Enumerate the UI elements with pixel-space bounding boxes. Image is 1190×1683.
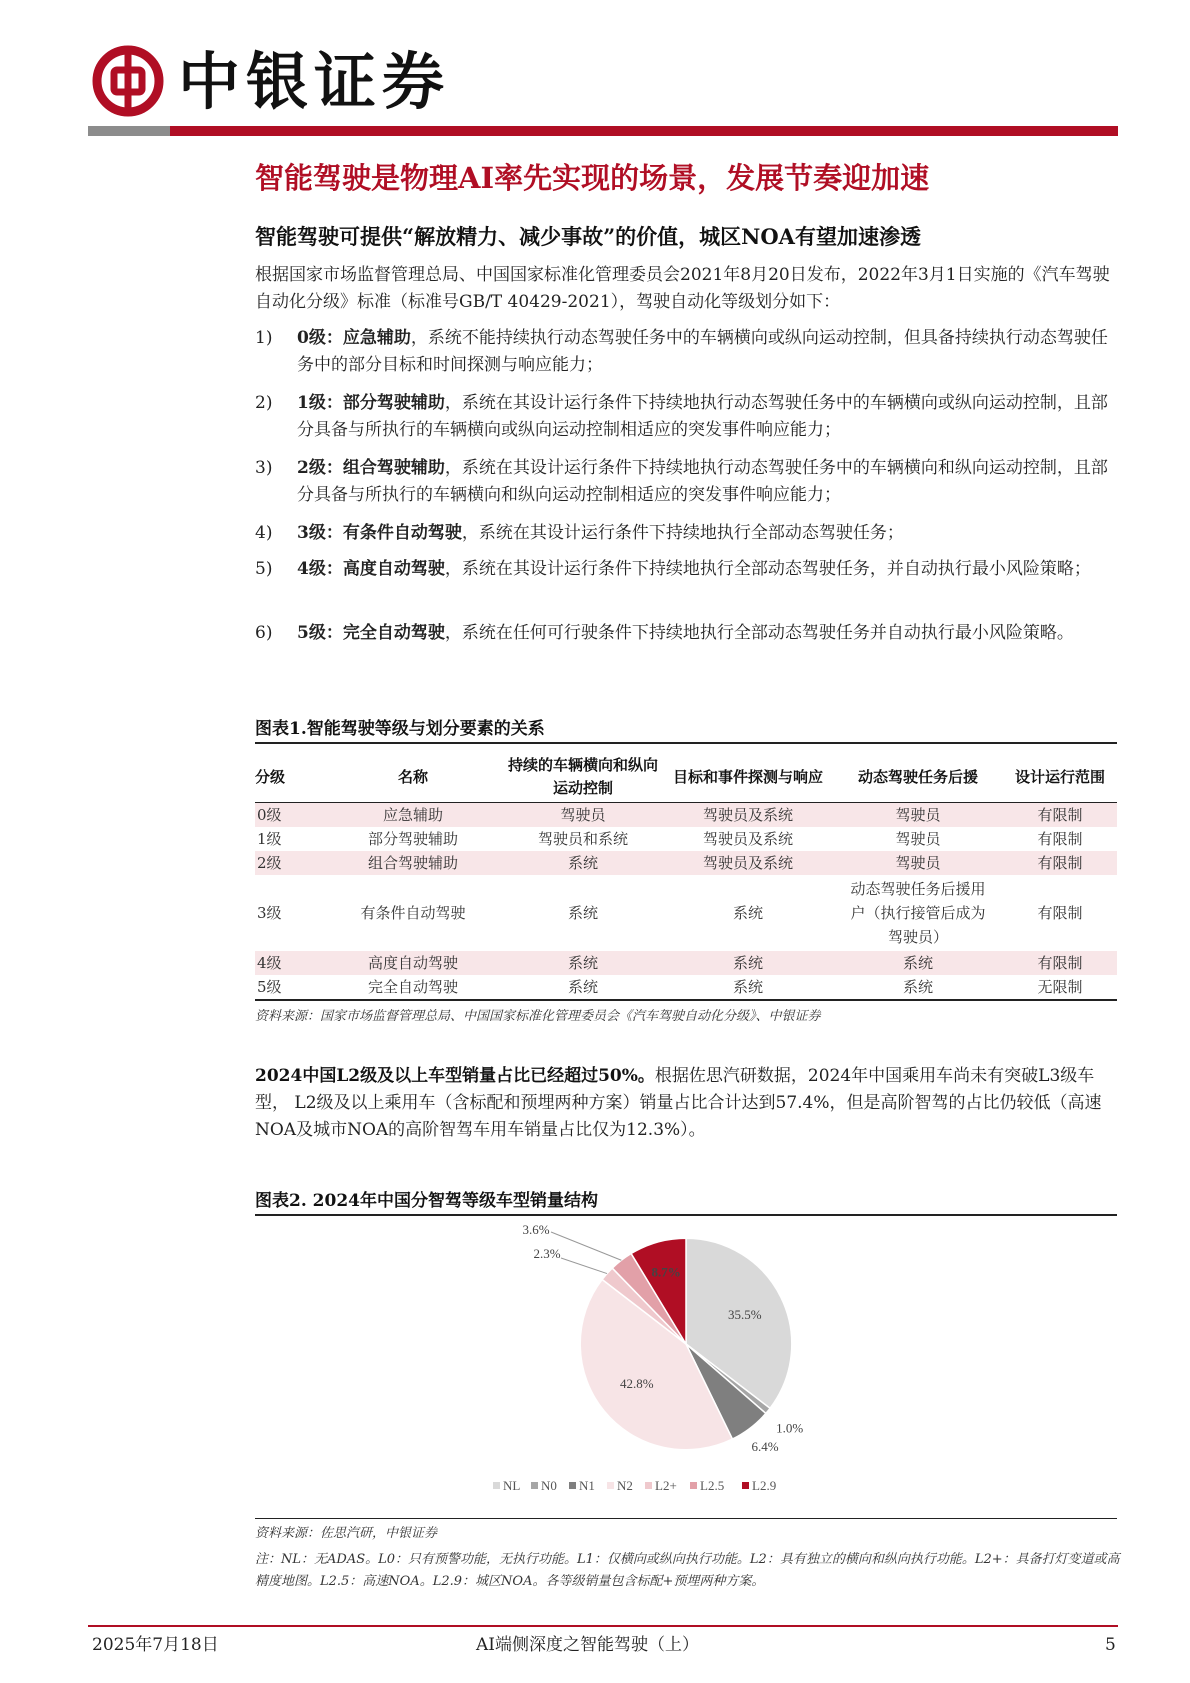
figure2-title: 图表2. 2024年中国分智驾等级车型销量结构: [255, 1191, 598, 1211]
table-cell: 有限制: [1003, 803, 1117, 828]
table-row: [255, 951, 1117, 975]
list-number: 6): [255, 623, 273, 643]
col-header: 分级: [255, 767, 286, 786]
level-title: 3级：有条件自动驾驶: [297, 523, 462, 543]
level-title: 0级：应急辅助: [297, 328, 411, 348]
table-cell: 5级: [257, 978, 282, 996]
pie-data-label: 6.4%: [751, 1438, 779, 1454]
legend-label: NL: [503, 1478, 521, 1493]
level-text: ，系统在其设计运行条件下持续地执行动态驾驶任务中的车辆横向和纵向运动控制，且部分具备与所执行的车辆横向和纵向运动控制相适应的突发事件响应能力；: [297, 458, 1108, 505]
table-row: [255, 875, 1117, 951]
header-red-bar: [170, 126, 1118, 136]
pie-chart: [255, 1218, 1117, 1508]
legend-item: [531, 1478, 557, 1493]
legend-swatch: [531, 1482, 538, 1489]
legend-swatch: [607, 1482, 614, 1489]
pie-data-label: 8.7%: [651, 1264, 681, 1280]
page-number: 5: [1105, 1635, 1116, 1655]
list-number: 1): [255, 328, 273, 348]
legend-item: [493, 1478, 520, 1493]
table-header-row: [255, 752, 1117, 803]
table-cell: 驾驶员和系统: [537, 830, 628, 848]
table-cell: 4级: [255, 951, 323, 975]
figure-top-rule: [255, 1214, 1117, 1216]
col-header: 名称: [397, 767, 428, 786]
level-table: [255, 752, 1117, 1001]
figure1-title: 图表1.智能驾驶等级与划分要素的关系: [255, 719, 545, 739]
table-cell: 驾驶员: [895, 830, 941, 848]
sales-text: 根据佐思汽研数据，2024年中国乘用车尚未有突破L3级车型， L2级及以上乘用车（含标配和预埋两种方案）销量占比合计达到57.4%，但是高阶智驾的占比仍较低（高速NOA及城市NOA的高阶智驾车用车销量占比仅为12.3%）。: [255, 1066, 1102, 1140]
legend-label: L2+: [655, 1478, 677, 1493]
legend-item: [742, 1478, 776, 1493]
pie-data-label: 3.6%: [522, 1222, 550, 1237]
footer-doc-title: AI端侧深度之智能驾驶（上）: [476, 1635, 699, 1655]
table-cell: 2级: [255, 851, 323, 875]
table-cell: 系统: [503, 851, 663, 875]
table-row: [255, 827, 1117, 851]
list-item: [255, 520, 1117, 547]
leader-line: [551, 1232, 621, 1260]
legend-swatch: [690, 1482, 697, 1489]
sales-highlight: 2024中国L2级及以上车型销量占比已经超过50%。: [255, 1066, 655, 1086]
table-cell: 完全自动驾驶: [367, 978, 458, 996]
col-header: 持续的车辆横向和纵向运动控制: [507, 756, 658, 797]
table-cell: 驾驶员及系统: [663, 803, 833, 828]
pie-data-label: 42.8%: [620, 1376, 654, 1392]
legend-item: [569, 1478, 595, 1493]
legend-swatch: [569, 1482, 576, 1489]
pie-data-label: 2.3%: [533, 1246, 561, 1261]
table-cell: 高度自动驾驶: [323, 951, 503, 975]
header-gray-bar: [88, 126, 170, 136]
level-title: 1级：部分驾驶辅助: [297, 393, 445, 413]
legend-swatch: [645, 1482, 652, 1489]
table-cell: 有条件自动驾驶: [360, 904, 466, 922]
brand-name: 中银证券: [178, 45, 451, 118]
col-header: 目标和事件探测与响应: [672, 767, 823, 786]
table-cell: 0级: [255, 803, 323, 828]
figure-bottom-rule: [255, 1518, 1117, 1519]
table-cell: 驾驶员: [833, 851, 1003, 875]
table-cell: 系统: [902, 978, 933, 996]
list-item: [255, 455, 1117, 509]
figure2-note: 注：NL：无ADAS。L0：只有预警功能，无执行功能。L1：仅横向或纵向执行功能。L2：具有独立的横向和纵向执行功能。L2+：具备打灯变道或高精度地图。L2.5：高速NOA。L2.9：城区NOA。各等级销量包含标配+预埋两种方案。: [255, 1552, 1120, 1589]
sales-paragraph: [255, 1063, 1117, 1144]
page-title: 智能驾驶是物理AI率先实现的场景，发展节奏迎加速: [255, 161, 930, 195]
list-number: 3): [255, 458, 273, 478]
legend-label: N0: [541, 1478, 557, 1493]
table-cell: 无限制: [1037, 978, 1083, 996]
table-cell: 驾驶员及系统: [702, 830, 793, 848]
col-header: 设计运行范围: [1014, 767, 1105, 786]
table-cell: 驾驶员: [833, 803, 1003, 828]
table-cell: 有限制: [1003, 951, 1117, 975]
figure2-source: 资料来源：佐思汽研，中银证券: [255, 1526, 438, 1541]
col-header: 动态驾驶任务后援: [857, 767, 978, 786]
list-item: [255, 325, 1117, 379]
table-cell: 系统: [567, 978, 598, 996]
level-text: ，系统在其设计运行条件下持续地执行动态驾驶任务中的车辆横向或纵向运动控制，且部分具备与所执行的车辆横向或纵向运动控制相适应的突发事件响应能力；: [297, 393, 1108, 440]
level-text: ，系统在其设计运行条件下持续地执行全部动态驾驶任务；: [461, 523, 904, 543]
level-title: 5级：完全自动驾驶: [297, 623, 445, 643]
legend-swatch: [742, 1482, 749, 1489]
table-cell: 有限制: [1037, 904, 1083, 922]
legend-label: N1: [579, 1478, 595, 1493]
pie-data-label: 1.0%: [776, 1420, 804, 1436]
table-cell: 系统: [663, 951, 833, 975]
level-text: ，系统在其设计运行条件下持续地执行全部动态驾驶任务，并自动执行最小风险策略；: [444, 559, 1091, 579]
bank-logo-icon: [92, 45, 164, 117]
table-cell: 部分驾驶辅助: [367, 830, 458, 848]
level-title: 4级：高度自动驾驶: [297, 559, 445, 579]
pie-data-label: 35.5%: [728, 1306, 762, 1322]
legend-item: [690, 1478, 724, 1493]
level-text: ，系统在任何可行驶条件下持续地执行全部动态驾驶任务并自动执行最小风险策略。: [444, 623, 1074, 643]
legend-item: [645, 1478, 677, 1493]
table-cell: 有限制: [1003, 851, 1117, 875]
footer-date: 2025年7月18日: [92, 1635, 219, 1655]
leader-line: [561, 1258, 607, 1274]
intro-paragraph: 根据国家市场监督管理总局、中国国家标准化管理委员会2021年8月20日发布，2022年3月1日实施的《汽车驾驶自动化分级》标准（标准号GB/T 40429-2021），驾驶自动化等级划分如下：: [255, 265, 1110, 312]
table-row: [255, 803, 1117, 828]
table-cell: 系统: [503, 951, 663, 975]
table-cell: 1级: [257, 830, 282, 848]
legend-swatch: [493, 1482, 500, 1489]
list-number: 4): [255, 523, 273, 543]
legend-label: L2.5: [700, 1478, 725, 1493]
table-row: [255, 851, 1117, 875]
section-subtitle: 智能驾驶可提供“解放精力、减少事故”的价值，城区NOA有望加速渗透: [255, 224, 921, 249]
level-title: 2级：组合驾驶辅助: [297, 458, 445, 478]
level-text: ，系统不能持续执行动态驾驶任务中的车辆横向或纵向运动控制，但具备持续执行动态驾驶任务中的部分目标和时间探测与响应能力；: [297, 328, 1108, 375]
table-cell: 组合驾驶辅助: [323, 851, 503, 875]
table-cell: 动态驾驶任务后援用户（执行接管后成为驾驶员）: [850, 880, 986, 946]
list-number: 5): [255, 559, 273, 579]
legend-item: [607, 1478, 633, 1493]
table-cell: 有限制: [1037, 830, 1083, 848]
table-cell: 驾驶员及系统: [663, 851, 833, 875]
list-item: [255, 390, 1117, 444]
table1-source: 资料来源：国家市场监督管理总局、中国国家标准化管理委员会《汽车驾驶自动化分级》、中银证券: [255, 1009, 821, 1024]
table-cell: 系统: [833, 951, 1003, 975]
table-cell: 驾驶员: [503, 803, 663, 828]
table-cell: 应急辅助: [323, 803, 503, 828]
legend-label: N2: [617, 1478, 633, 1493]
table-cell: 系统: [732, 978, 763, 996]
list-number: 2): [255, 393, 273, 413]
list-item: [255, 620, 1117, 647]
list-item: [255, 556, 1117, 583]
table-top-rule: [255, 742, 1117, 744]
table-cell: 系统: [567, 904, 598, 922]
table-cell: 系统: [732, 904, 763, 922]
footer-rule: [88, 1625, 1118, 1627]
table-row: [255, 975, 1117, 1000]
table-cell: 3级: [257, 904, 282, 922]
legend-label: L2.9: [752, 1478, 777, 1493]
